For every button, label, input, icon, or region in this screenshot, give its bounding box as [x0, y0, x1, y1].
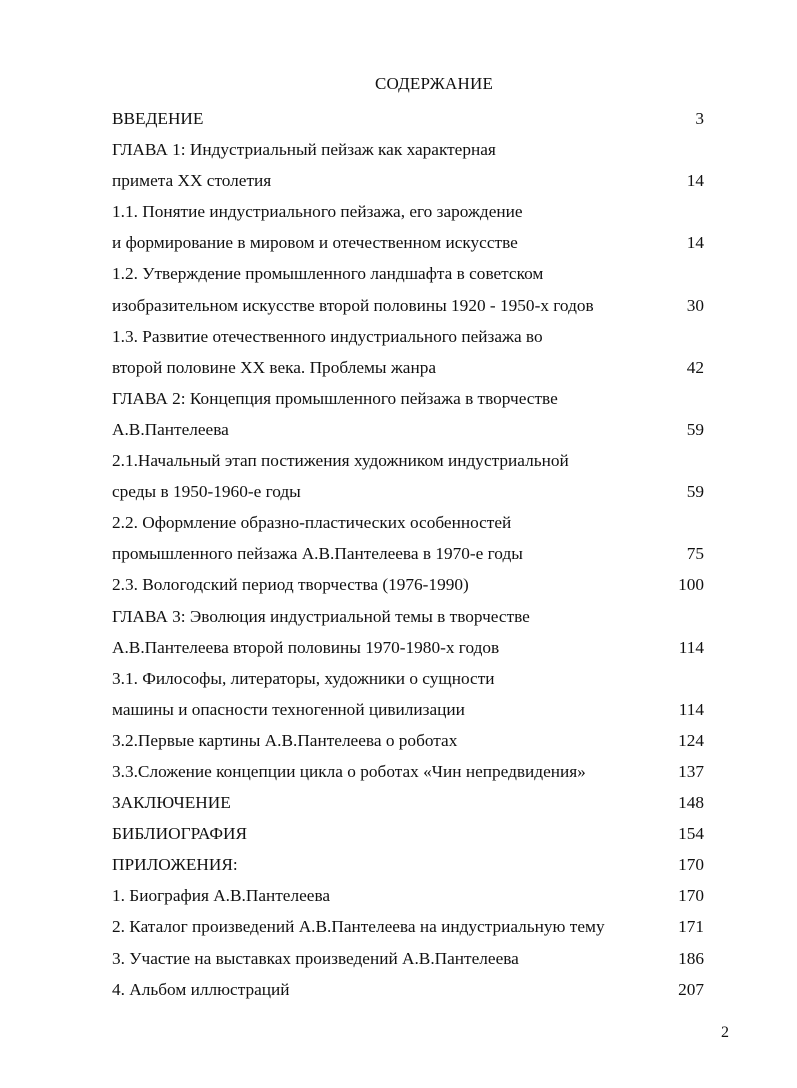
toc-entry-page: 30 — [686, 295, 704, 315]
toc-entry-title: ГЛАВА 3: Эволюция индустриальной темы в творчестве — [112, 606, 530, 626]
toc-entry — [112, 352, 720, 383]
toc-entry-title: второй половине XX века. Проблемы жанра — [112, 357, 437, 377]
toc-entry-title: машины и опасности техногенной цивилизации — [112, 699, 465, 719]
toc-entry-title: 3.1. Философы, литераторы, художники о сущности — [112, 668, 495, 688]
table-of-contents — [112, 103, 720, 1005]
toc-entry — [112, 632, 720, 663]
toc-entry-page: 75 — [686, 544, 704, 564]
toc-entry-title: А.В.Пантелеева — [112, 419, 229, 439]
toc-entry — [112, 290, 720, 321]
toc-entry — [112, 258, 720, 289]
toc-entry-page: 14 — [686, 233, 704, 253]
toc-heading: СОДЕРЖАНИЕ — [374, 74, 494, 93]
toc-entry-page: 137 — [678, 761, 704, 781]
toc-entry — [112, 538, 720, 569]
toc-entry-title: 1.3. Развитие отечественного индустриального пейзажа во — [112, 326, 543, 346]
toc-entry-title: и формирование в мировом и отечественном искусстве — [112, 233, 518, 253]
toc-entry — [112, 694, 720, 725]
toc-entry-page: 186 — [678, 948, 704, 968]
toc-entry — [112, 383, 720, 414]
toc-entry-title: ГЛАВА 2: Концепция промышленного пейзажа в творчестве — [112, 388, 558, 408]
toc-entry — [112, 725, 720, 756]
toc-entry-title: 1. Биография А.В.Пантелеева — [112, 886, 331, 906]
toc-entry-title: 2.2. Оформление образно-пластических особенностей — [112, 513, 512, 533]
toc-entry-title: примета XX столетия — [112, 171, 272, 191]
toc-entry — [112, 227, 720, 258]
toc-entry-title: ЗАКЛЮЧЕНИЕ — [112, 793, 231, 813]
toc-entry-title: 1.1. Понятие индустриального пейзажа, его зарождение — [112, 202, 523, 222]
toc-entry-title: А.В.Пантелеева второй половины 1970-1980-х годов — [112, 637, 500, 657]
toc-entry-page: 148 — [678, 793, 704, 813]
toc-entry — [112, 196, 720, 227]
toc-entry — [112, 663, 720, 694]
toc-entry-title: ПРИЛОЖЕНИЯ: — [112, 855, 238, 875]
toc-entry — [112, 911, 720, 942]
toc-entry — [112, 943, 720, 974]
toc-entry — [112, 849, 720, 880]
toc-entry-page: 42 — [686, 357, 704, 377]
page-number: 2 — [721, 1024, 729, 1041]
toc-entry-page: 14 — [686, 171, 704, 191]
toc-entry-page: 154 — [678, 824, 704, 844]
toc-entry-title: ГЛАВА 1: Индустриальный пейзаж как характерная — [112, 140, 496, 160]
toc-entry — [112, 569, 720, 600]
toc-entry-page: 114 — [678, 637, 704, 657]
toc-entry-page: 170 — [678, 855, 704, 875]
toc-entry — [112, 321, 720, 352]
toc-entry — [112, 103, 720, 134]
toc-entry-page: 114 — [678, 699, 704, 719]
toc-entry-page: 171 — [678, 917, 704, 937]
toc-entry-title: среды в 1950-1960-е годы — [112, 482, 301, 502]
toc-entry-page: 100 — [678, 575, 704, 595]
toc-entry-page: 170 — [678, 886, 704, 906]
toc-entry-title: 3.3.Сложение концепции цикла о роботах «Чин непредвидения» — [112, 761, 586, 781]
toc-entry-page: 3 — [695, 109, 704, 128]
toc-entry-title: 1.2. Утверждение промышленного ландшафта в советском — [112, 264, 544, 284]
toc-entry — [112, 476, 720, 507]
toc-entry-page: 59 — [686, 419, 704, 439]
toc-entry-title: 2.1.Начальный этап постижения художником индустриальной — [112, 451, 569, 471]
toc-entry — [112, 818, 720, 849]
toc-entry-title: 3. Участие на выставках произведений А.В.Пантелеева — [112, 948, 519, 968]
toc-entry-title: 3.2.Первые картины А.В.Пантелеева о роботах — [112, 730, 458, 750]
toc-entry-title: изобразительном искусстве второй половины 1920 - 1950-х годов — [112, 295, 594, 315]
toc-entry — [112, 165, 720, 196]
toc-entry — [112, 507, 720, 538]
toc-entry-title: 2. Каталог произведений А.В.Пантелеева на индустриальную тему — [112, 917, 605, 937]
toc-entry — [112, 787, 720, 818]
toc-entry — [112, 880, 720, 911]
toc-entry — [112, 601, 720, 632]
toc-entry — [112, 445, 720, 476]
toc-entry — [112, 974, 720, 1005]
toc-entry-page: 207 — [678, 979, 704, 999]
toc-entry-title: 4. Альбом иллюстраций — [112, 979, 290, 999]
toc-entry-title: ВВЕДЕНИЕ — [112, 109, 204, 128]
toc-entry-title: промышленного пейзажа А.В.Пантелеева в 1970-е годы — [112, 544, 523, 564]
toc-entry — [112, 134, 720, 165]
toc-entry — [112, 414, 720, 445]
toc-entry-page: 59 — [686, 482, 704, 502]
toc-entry — [112, 756, 720, 787]
toc-entry-page: 124 — [678, 730, 704, 750]
toc-entry-title: БИБЛИОГРАФИЯ — [112, 824, 248, 844]
toc-entry-title: 2.3. Вологодский период творчества (1976-1990) — [112, 575, 469, 595]
